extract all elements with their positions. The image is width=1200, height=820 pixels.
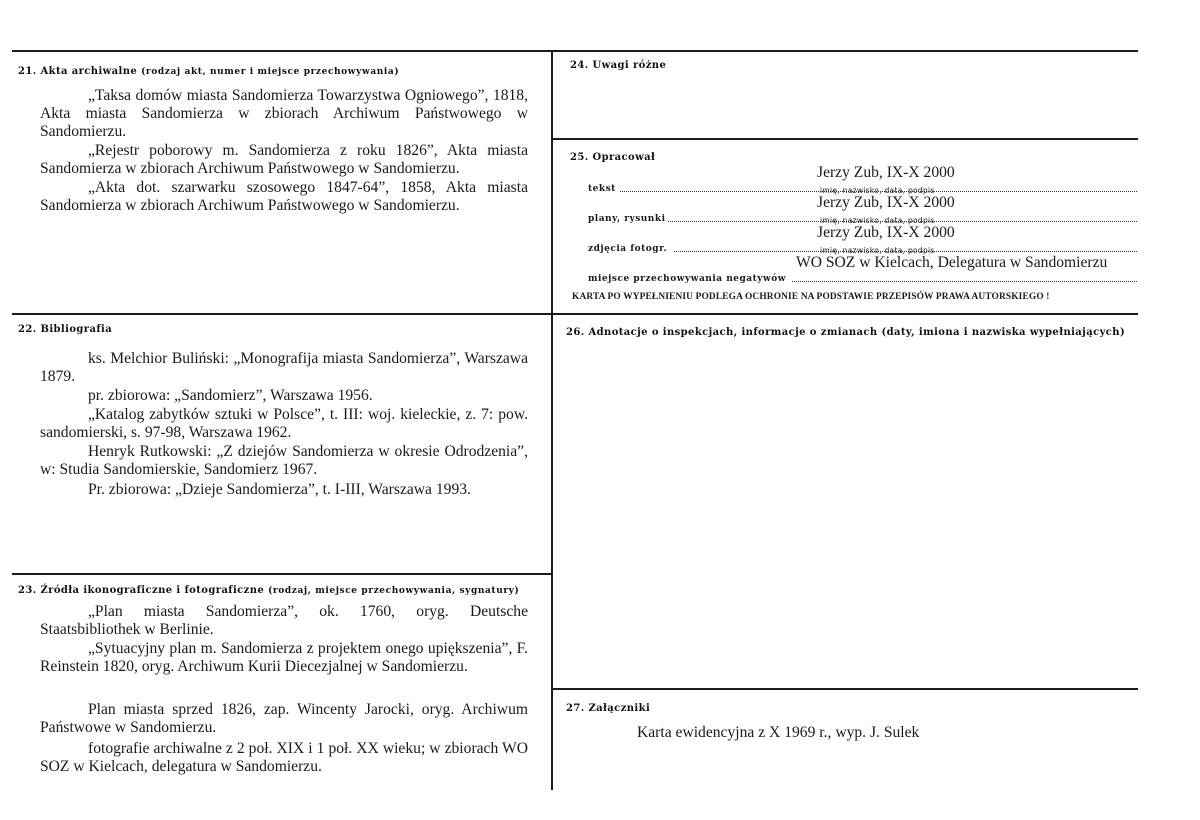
text-author-label: tekst	[588, 184, 616, 194]
section-22-heading: 22. Bibliografia	[18, 324, 113, 335]
plans-author-value: Jerzy Zub, IX-X 2000	[817, 194, 955, 211]
bibliography-entry-5: Pr. zbiorowa: „Dzieje Sandomierza”, t. I-III, Warszawa 1993.	[88, 481, 471, 498]
archival-record-2: „Rejestr poborowy m. Sandomierza z roku 1826”, Akta miasta Sandomierza w zbiorach Archiwum Państwowego w Sandomierzu.	[40, 142, 528, 178]
section-24-heading: 24. Uwagi różne	[570, 60, 667, 71]
section-23-subtitle: (rodzaj, miejsce przechowywania, sygnatury)	[268, 586, 520, 596]
rule-26-27	[553, 688, 1138, 690]
photos-author-label: zdjęcia fotogr.	[588, 244, 668, 254]
copyright-notice: KARTA PO WYPEŁNIENIU PODLEGA OCHRONIE NA PODSTAWIE PRZEPISÓW PRAWA AUTORSKIEGO !	[572, 292, 1050, 302]
iconographic-source-3: Plan miasta sprzed 1826, zap. Wincenty Jarocki, oryg. Archiwum Państwowe w Sandomierzu.	[40, 701, 528, 737]
plans-author-label: plany, rysunki	[588, 214, 666, 224]
text-author-value: Jerzy Zub, IX-X 2000	[817, 164, 955, 181]
rule-24-25	[553, 138, 1138, 140]
archival-record-3: „Akta dot. szarwarku szosowego 1847-64”, 1858, Akta miasta Sandomierza w zbiorach Archiwum Państwowego w Sandomierzu.	[40, 179, 528, 215]
bibliography-entry-4: Henryk Rutkowski: „Z dziejów Sandomierza w okresie Odrodzenia”, w: Studia Sandomierskie, Sandomierz 1967.	[40, 443, 528, 479]
photos-author-field	[570, 224, 1137, 255]
section-25-heading: 25. Opracował	[570, 152, 656, 163]
section-26-heading: 26. Adnotacje o inspekcjach, informacje o zmianach (daty, imiona i nazwiska wypełniających)	[566, 327, 1126, 338]
negatives-location-dotted-line	[792, 281, 1137, 282]
section-21-subtitle: (rodzaj akt, numer i miejsce przechowywania)	[141, 67, 400, 77]
section-21-heading	[18, 66, 399, 77]
bibliography-entry-2: pr. zbiorowa: „Sandomierz”, Warszawa 1956.	[88, 387, 373, 404]
iconographic-source-1: „Plan miasta Sandomierza”, ok. 1760, oryg. Deutsche Staatsbibliothek w Berlinie.	[40, 603, 528, 639]
section-23-heading	[18, 585, 519, 596]
negatives-location-value: WO SOZ w Kielcach, Delegatura w Sandomierzu	[796, 254, 1108, 271]
rule-21-22	[12, 313, 553, 315]
top-rule	[12, 50, 1138, 52]
plans-author-field	[570, 194, 1137, 225]
bibliography-entry-1: ks. Melchior Buliński: „Monografija miasta Sandomierza”, Warszawa 1879.	[40, 350, 528, 386]
photos-author-value: Jerzy Zub, IX-X 2000	[817, 224, 955, 241]
section-23-title: 23. Źródła ikonograficzne i fotograficzne	[18, 585, 265, 596]
section-27-heading: 27. Załączniki	[566, 703, 651, 714]
negatives-location-field	[570, 254, 1137, 284]
negatives-location-label: miejsce przechowywania negatywów	[588, 274, 786, 284]
rule-22-23	[12, 573, 553, 575]
column-divider	[551, 50, 553, 790]
archival-record-1: „Taksa domów miasta Sandomierza Towarzystwa Ogniowego”, 1818, Akta miasta Sandomierza w zbiorach Archiwum Państwowego w Sandomierzu.	[40, 87, 528, 141]
iconographic-source-2: „Sytuacyjny plan m. Sandomierza z projektem onego upiększenia”, F. Reinstein 1820, oryg. Archiwum Kurii Diecezjalnej w Sandomierzu.	[40, 640, 528, 676]
section-21-title: 21. Akta archiwalne	[18, 66, 138, 77]
text-author-hint: imię, nazwisko, data, podpis	[820, 186, 935, 195]
bibliography-entry-3: „Katalog zabytków sztuki w Polsce”, t. III: woj. kieleckie, z. 7: pow. sandomierski, s. 97-98, Warszawa 1962.	[40, 406, 528, 442]
photos-author-hint: imię, nazwisko, data, podpis	[820, 246, 935, 255]
text-author-field	[570, 164, 1137, 195]
iconographic-source-4: fotografie archiwalne z 2 poł. XIX i 1 poł. XX wieku; w zbiorach WO SOZ w Kielcach, delegatura w Sandomierzu.	[40, 740, 528, 776]
attachments-value: Karta ewidencyjna z X 1969 r., wyp. J. Sulek	[637, 724, 920, 741]
rule-25-26	[553, 313, 1138, 315]
plans-author-hint: imię, nazwisko, data, podpis	[820, 216, 935, 225]
